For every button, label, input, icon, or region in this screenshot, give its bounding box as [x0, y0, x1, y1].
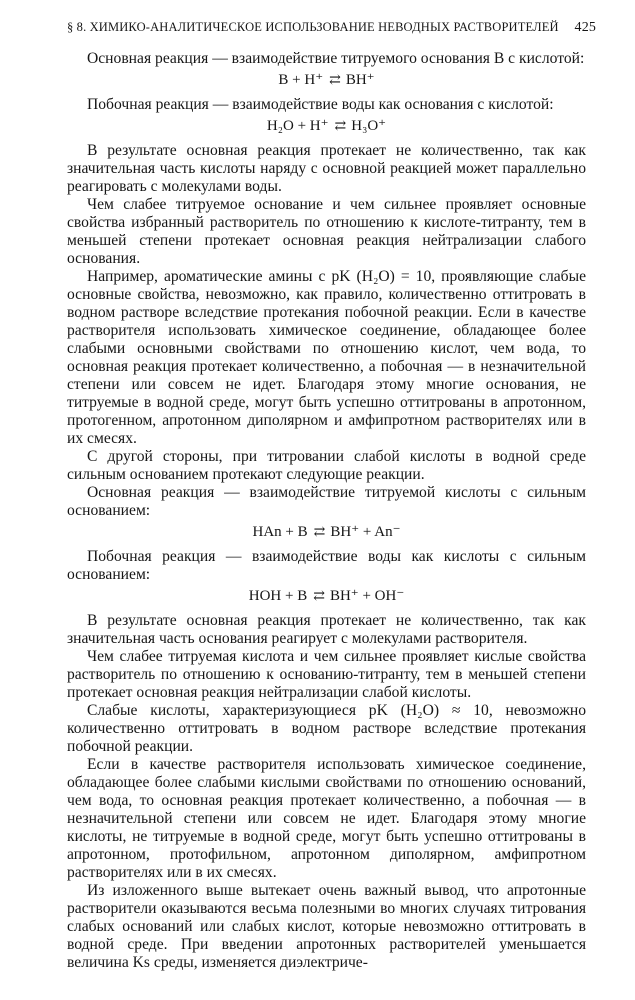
- equation-rhs: BH⁺ + OH⁻: [329, 588, 405, 604]
- paragraph: Побочная реакция — взаимодействие воды как основания с кислотой:: [87, 96, 554, 113]
- running-header: [67, 20, 596, 36]
- paragraph: С другой стороны, при титровании слабой кислоты в водной среде сильным основанием протекают следующие реакции.: [67, 448, 586, 483]
- equation: [67, 587, 586, 606]
- paragraph: Основная реакция — взаимодействие титруемого основания B с кислотой:: [87, 50, 585, 67]
- equilibrium-arrow-icon: ⇄: [313, 589, 324, 604]
- equation: [67, 117, 586, 136]
- equation-lhs: H₂O + H⁺: [266, 118, 329, 134]
- equation-lhs: B + H⁺: [278, 72, 324, 88]
- equation: [67, 523, 586, 542]
- paragraph: В результате основная реакция протекает не количественно, так как значительная часть кислоты наряду с основной реакцией может параллельно реагировать с молекулами воды.: [67, 142, 586, 195]
- paragraph: Слабые кислоты, характеризующиеся pK (H₂O) ≈ 10, невозможно количественно оттитровать в водном растворе вследствие протекания побочной реакции.: [67, 702, 586, 755]
- paragraph: Побочная реакция — взаимодействие воды как кислоты с сильным основанием:: [67, 548, 586, 583]
- equilibrium-arrow-icon: ⇄: [329, 73, 340, 88]
- paragraph: Если в качестве растворителя использовать химическое соединение, обладающее более слабыми кислыми свойствами по отношению оснований, чем вода, то основная реакция протекает количественно, а побочная — в незначительной степени или совсем не идет. Благодаря этому многие кислоты, не титруемые в водной среде, могут быть успешно оттитрованы в апротонном, протофильном, апротонном диполярном, амфипротном растворителях или в их смесях.: [67, 756, 586, 881]
- paragraph: В результате основная реакция протекает не количественно, так как значительная часть основания реагирует с молекулами растворителя.: [67, 612, 586, 647]
- equation-rhs: BH⁺: [345, 72, 375, 88]
- equilibrium-arrow-icon: ⇄: [334, 119, 346, 134]
- page-number: 425: [574, 20, 596, 35]
- equilibrium-arrow-icon: ⇄: [313, 525, 325, 540]
- equation: [67, 71, 586, 90]
- section-title: § 8. ХИМИКО-АНАЛИТИЧЕСКОЕ ИСПОЛЬЗОВАНИЕ НЕВОДНЫХ РАСТВОРИТЕЛЕЙ: [67, 20, 559, 34]
- paragraph: Например, ароматические амины с pK (H₂O) = 10, проявляющие слабые основные свойства, невозможно, как правило, количественно оттитровать в водном растворе вследствие протекания побочной реакции. Если в качестве растворителя использовать химическое соединение, обладающее более слабыми основными свойствами по отношению кислот, чем вода, то основная реакция протекает количественно, а побочная — в незначительной степени или совсем не идет. Благодаря этому многие основания, не титруемые в водной среде, могут быть успешно оттитрованы в апротонном, протогенном, апротонном диполярном и амфипротном растворителях или в их смесях.: [67, 268, 586, 447]
- paragraph: Чем слабее титруемая кислота и чем сильнее проявляет кислые свойства растворитель по отношению к основанию-титранту, тем в меньшей степени протекает основная реакция нейтрализации слабой кислоты.: [67, 648, 586, 701]
- equation-lhs: HAn + B: [252, 524, 308, 540]
- paragraph: Чем слабее титруемое основание и чем сильнее проявляет основные свойства избранный растворитель по отношению к кислоте-титранту, тем в меньшей степени протекает основная реакция нейтрализации слабого основания.: [67, 196, 586, 267]
- equation-rhs: BH⁺ + An⁻: [330, 524, 401, 540]
- page-body: [67, 50, 586, 972]
- paragraph: Из изложенного выше вытекает очень важный вывод, что апротонные растворители оказываются весьма полезными во многих случаях титрования слабых оснований или слабых кислот, которые невозможно оттитровать в водной среде. При введении апротонных растворителей уменьшается величина Ks среды, изменяется диэлектриче-: [67, 882, 586, 971]
- paragraph: Основная реакция — взаимодействие титруемой кислоты с сильным основанием:: [67, 484, 586, 519]
- equation-rhs: H₃O⁺: [351, 118, 387, 134]
- equation-lhs: HOH + B: [248, 588, 308, 604]
